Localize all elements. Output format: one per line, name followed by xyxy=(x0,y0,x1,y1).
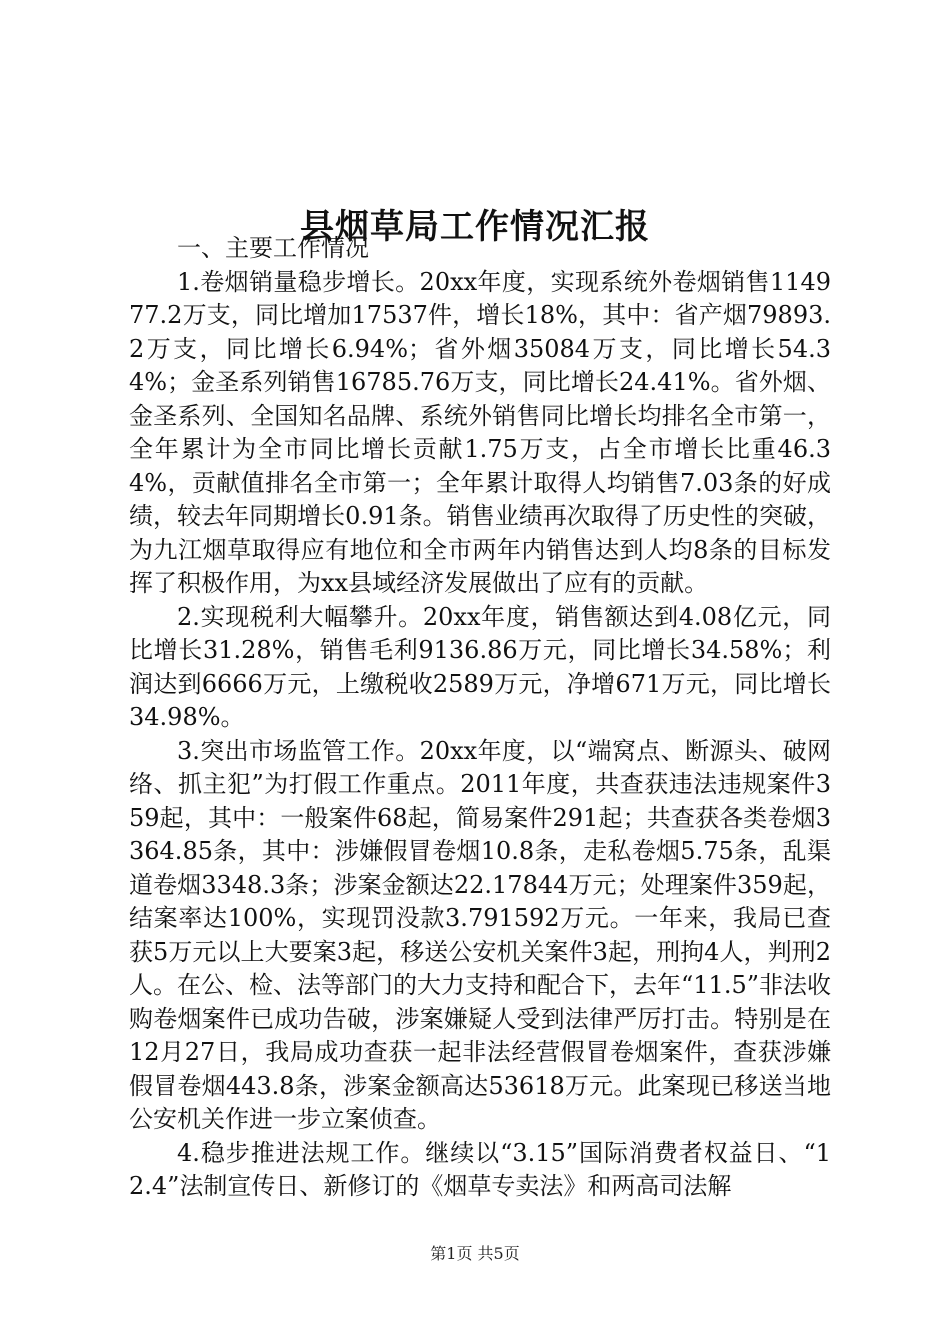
document-body xyxy=(129,232,831,1204)
page-number: 第1页 共5页 xyxy=(430,1244,520,1263)
section-heading: 一、主要工作情况 xyxy=(177,234,369,262)
paragraph-tax-profit: 2.实现税利大幅攀升。20xx年度，销售额达到4.08亿元，同比增长31.28%，销售毛利9136.86万元，同比增长34.58%；利润达到6666万元，上缴税收2589万元，净增671万元，同比增长34.98%。 xyxy=(129,602,831,731)
paragraph-market-supervision: 3.突出市场监管工作。20xx年度，以“端窝点、断源头、破网络、抓主犯”为打假工作重点。2011年度，共查获违法违规案件359起，其中：一般案件68起，简易案件291起；共查获各类卷烟3364.85条，其中：涉嫌假冒卷烟10.8条，走私卷烟5.75条，乱渠道卷烟3348.3条；涉案金额达22.17844万元；处理案件359起，结案率达100%，实现罚没款3.791592万元。一年来，我局已查获5万元以上大要案3起，移送公安机关案件3起，刑拘4人，判刑2人。在公、检、法等部门的大力支持和配合下，去年“11.5”非法收购卷烟案件已成功告破，涉案嫌疑人受到法律严厉打击。特别是在12月27日，我局成功查获一起非法经营假冒卷烟案件，查获涉嫌假冒卷烟443.8条，涉案金额高达53618万元。此案现已移送当地公安机关作进一步立案侦查。 xyxy=(129,736,831,1133)
paragraph-sales: 1.卷烟销量稳步增长。20xx年度，实现系统外卷烟销售114977.2万支，同比增加17537件，增长18%，其中：省产烟79893.2万支，同比增长6.94%；省外烟35084万支，同比增长54.34%；金圣系列销售16785.76万支，同比增长24.41%。省外烟、金圣系列、全国知名品牌、系统外销售同比增长均排名全市第一，全年累计为全市同比增长贡献1.75万支，占全市增长比重46.34%，贡献值排名全市第一；全年累计取得人均销售7.03条的好成绩，较去年同期增长0.91条。销售业绩再次取得了历史性的突破，为九江烟草取得应有地位和全市两年内销售达到人均8条的目标发挥了积极作用，为xx县域经济发展做出了应有的贡献。 xyxy=(129,267,831,597)
paragraph-legal-work: 4.稳步推进法规工作。继续以“3.15”国际消费者权益日、“12.4”法制宣传日、新修订的《烟草专卖法》和两高司法解 xyxy=(129,1138,831,1200)
document-title: 县烟草局工作情况汇报 xyxy=(300,206,650,247)
